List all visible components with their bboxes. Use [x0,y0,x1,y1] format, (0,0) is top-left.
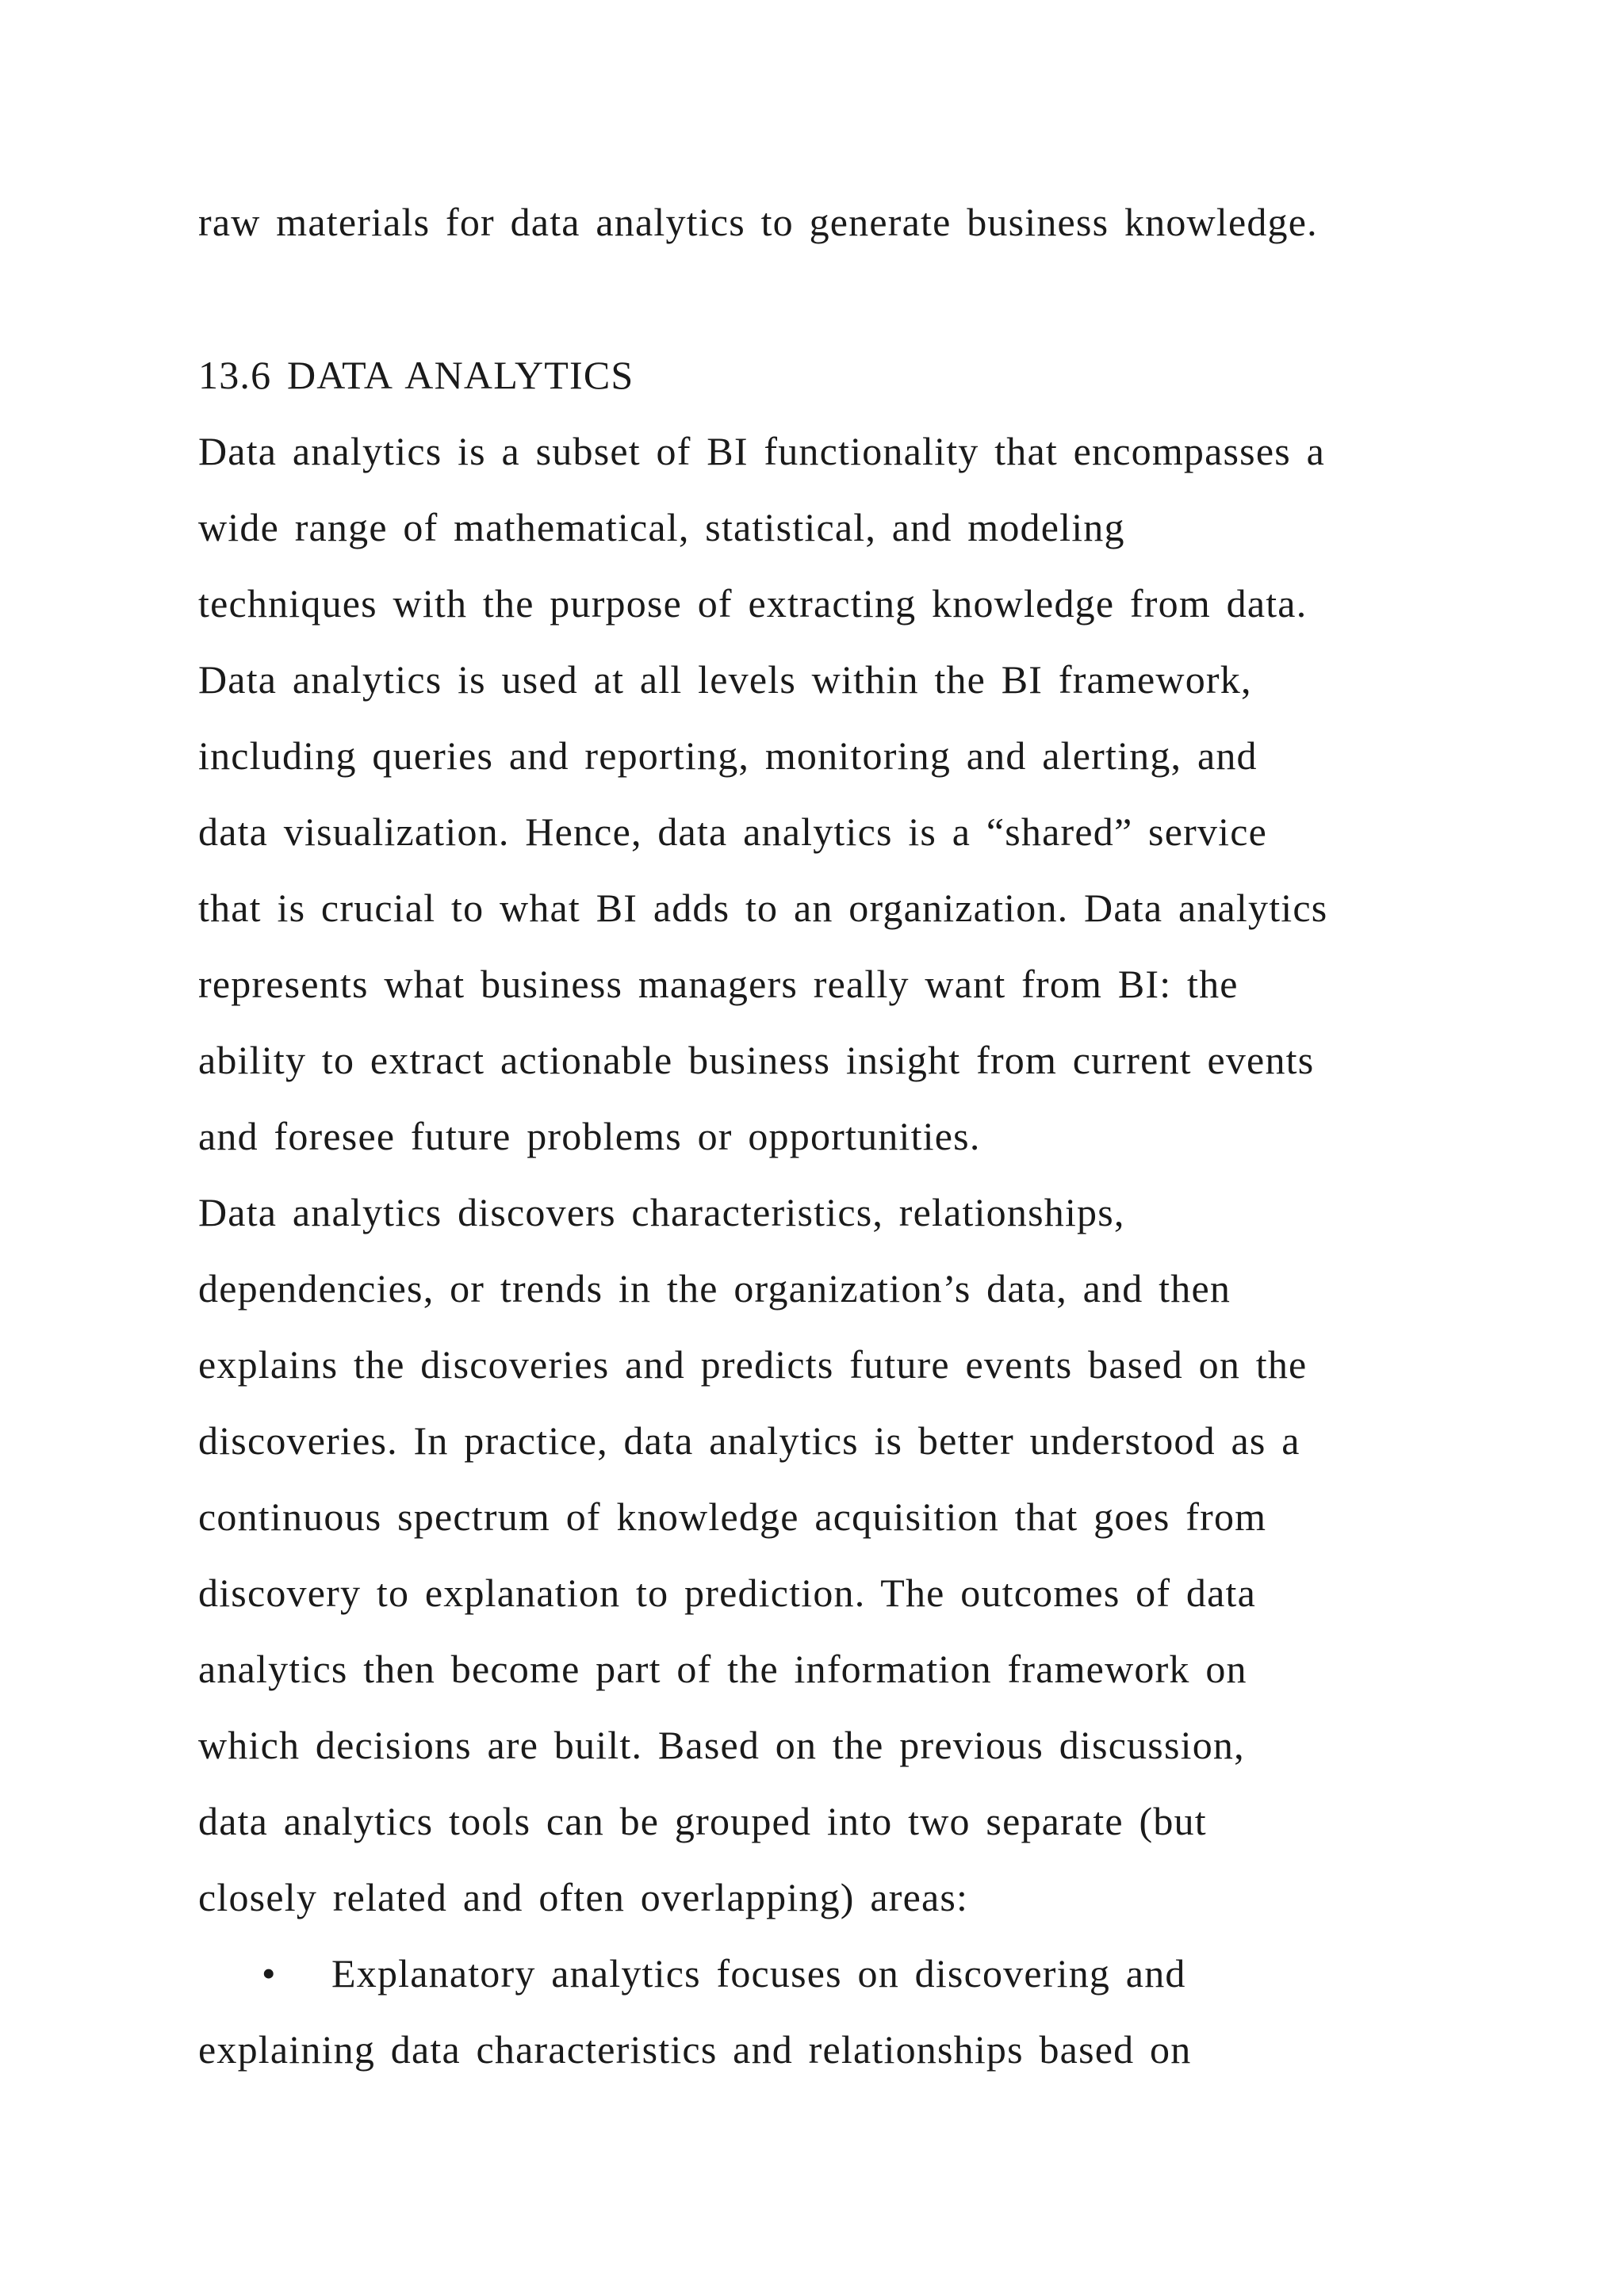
paragraph-line: that is crucial to what BI adds to an organization. Data analytics [198,886,1328,930]
paragraph-line: which decisions are built. Based on the previous discussion, [198,1723,1245,1767]
paragraph-line: data visualization. Hence, data analytics is a “shared” service [198,809,1268,854]
bullet-text-line: Explanatory analytics focuses on discovering and [331,1951,1186,1996]
paragraph-line: ability to extract actionable business insight from current events [198,1038,1315,1082]
paragraph-line: Data analytics is a subset of BI functionality that encompasses a [198,429,1325,473]
paragraph-line: closely related and often overlapping) areas: [198,1875,969,1919]
paragraph-line: data analytics tools can be grouped into two separate (but [198,1799,1207,1843]
paragraph-line: explains the discoveries and predicts future events based on the [198,1342,1308,1387]
paragraph-line: wide range of mathematical, statistical, and modeling [198,505,1125,549]
opening-text-line: raw materials for data analytics to generate business knowledge. [198,200,1318,244]
paragraph-line: techniques with the purpose of extracting knowledge from data. [198,581,1308,626]
paragraph-line: Data analytics is used at all levels within the BI framework, [198,657,1252,702]
section-heading: 13.6 DATA ANALYTICS [198,353,634,397]
paragraph-line: discovery to explanation to prediction. The outcomes of data [198,1571,1257,1615]
paragraph-line: Data analytics discovers characteristics, relationships, [198,1190,1125,1234]
paragraph-line: including queries and reporting, monitoring and alerting, and [198,733,1258,778]
paragraph-line: discoveries. In practice, data analytics is better understood as a [198,1418,1300,1463]
paragraph-line: continuous spectrum of knowledge acquisition that goes from [198,1494,1267,1539]
paragraph-line: analytics then become part of the information framework on [198,1647,1247,1691]
bullet-point-icon: • [262,1951,276,1996]
paragraph-line: dependencies, or trends in the organization’s data, and then [198,1266,1231,1311]
bullet-text-line: explaining data characteristics and relationships based on [198,2027,1192,2072]
paragraph-line: represents what business managers really want from BI: the [198,962,1239,1006]
paragraph-line: and foresee future problems or opportunities. [198,1114,981,1158]
